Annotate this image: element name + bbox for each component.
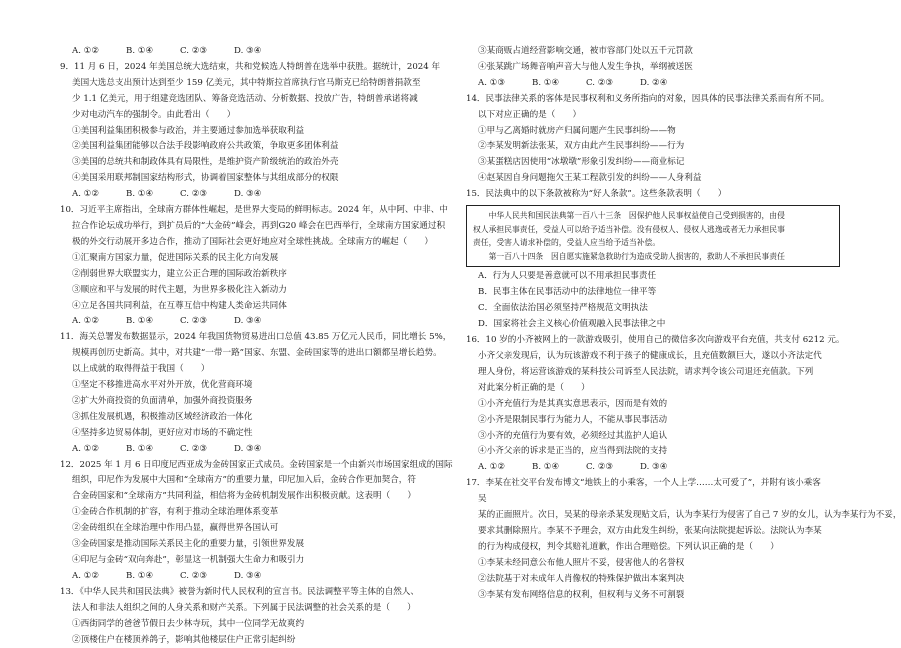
question-line: ③美国的总统共和制政体具有局限性，是维护资产阶级统治的政治外壳 xyxy=(72,157,339,168)
answer-option: C. ②③ xyxy=(586,462,614,473)
question-line: ④小齐父亲的诉求是正当的，应当得到法院的支持 xyxy=(478,446,668,457)
question-line: 小齐父亲发现后，认为玩该游戏不利于孩子的健康成长，且充值数额巨大，遂以小齐法定代 xyxy=(478,350,822,361)
question-line: ①西街同学的爸爸节假日去少林寺玩，其中一位同学无故爽约 xyxy=(72,618,305,629)
question-line: ①汇聚南方国家力量，促进国际关系的民主化方向发展 xyxy=(72,252,279,263)
question-line: ②扩大外商投资的负面清单，加强外商投资服务 xyxy=(72,395,253,406)
question-line: ③小齐的充值行为要有效，必须经过其监护人追认 xyxy=(478,430,668,441)
question-line: ①小齐充值行为是其真实意思表示，因而是有效的 xyxy=(478,398,668,409)
question-line: ②李某发明新法张某，双方由此产生民事纠纷——行为 xyxy=(478,141,685,152)
question-line: D．国家将社会主义核心价值观融入民事法律之中 xyxy=(478,319,666,330)
question-line: 合金砖国家和“全球南方”共同利益，相信将为金砖机制发展作出积极贡献。这表明（ ） xyxy=(72,491,416,502)
law-quote-line: 中华人民共和国民法典第一百八十三条 因保护他人民事权益使自己受到损害的，由侵 xyxy=(473,211,785,221)
question-line: ④坚持多边贸易体制，更好应对市场的不确定性 xyxy=(72,427,253,438)
answer-option: B. ①④ xyxy=(126,443,154,454)
question-line: 少对电动汽车的强制令。由此看出（ ） xyxy=(72,109,236,120)
question-stem: 11．海关总署发布数据显示，2024 年我国货物贸易进出口总值 43.85 万亿元人民币，同比增长 5%， xyxy=(60,332,452,343)
question-line: ④赵某因自身问题拖欠王某工程款引发的纠纷——人身利益 xyxy=(478,173,702,184)
question-line: 某的正面照片。次日，吴某的母亲杀某发现贴文后，认为李某行为侵害了自己 7 岁的女儿，认为李某行为不妥， xyxy=(478,510,901,521)
question-line: 的行为构成侵权，判令其赔礼道歉，作出合理赔偿。下列认识正确的是（ ） xyxy=(478,541,779,552)
answer-option: C. ②③ xyxy=(180,189,208,200)
answer-option: D. ③④ xyxy=(234,46,262,56)
answer-options xyxy=(60,569,432,585)
question-line: ③抓住发展机遇，积极推动区域经济政治一体化 xyxy=(72,411,253,422)
question-line: ②金砖组织在全球治理中作用凸显，赢得世界各国认可 xyxy=(72,523,279,534)
question-line: ②顶楼住户在楼顶养鸽子，影响其他楼层住户正常引起纠纷 xyxy=(72,634,296,645)
question-line: C．全面依法治国必须坚持严格规范文明执法 xyxy=(478,303,648,314)
question-line: ③李某有发布网络信息的权利，但权利与义务不可割裂 xyxy=(478,589,685,600)
question-line: ①甲与乙离婚时就房产归属问题产生民事纠纷——物 xyxy=(478,125,676,136)
question-line: ③某商贩占道经营影响交通，被市容部门处以五千元罚款 xyxy=(478,46,693,56)
left-column xyxy=(60,44,453,648)
answer-option: D. ③④ xyxy=(640,462,668,473)
question-stem: 10．习近平主席指出，全球南方群体性崛起，是世界大变局的鲜明标志。2024 年，从中阿、中非、中 xyxy=(60,205,448,216)
answer-option: D. ③④ xyxy=(234,189,262,200)
question-line: ①李某未经同意公布他人照片不妥，侵害他人的名誉权 xyxy=(478,557,685,568)
question-line: 规模再创历史新高。其中，对共建“一带一路”国家、东盟、金砖国家等的进出口额都呈增长趋势。 xyxy=(72,348,442,359)
question-line: 以下对应正确的是（ ） xyxy=(478,109,582,120)
answer-option: D. ③④ xyxy=(234,316,262,327)
answer-option: B. ①④ xyxy=(532,462,560,473)
question-line: 理人身份，将运营该游戏的某科技公司诉至人民法院，请求判令该公司退还充值款。下列 xyxy=(478,366,814,377)
question-line: ②削弱世界大联盟实力，建立公正合理的国际政治新秩序 xyxy=(72,268,287,279)
answer-option: A. ①② xyxy=(478,462,506,473)
question-line: ②小齐是限制民事行为能力人，不能从事民事活动 xyxy=(478,414,668,425)
answer-options xyxy=(466,76,844,92)
answer-option: D. ③④ xyxy=(234,570,262,581)
answer-option: B. ①④ xyxy=(126,570,154,581)
answer-option: D. ③④ xyxy=(234,443,262,454)
question-stem: 17．李某在社交平台发布博文“地铁上的小乘客，一个人上学……太可爱了”，并附有该小乘客 xyxy=(466,478,821,489)
law-quote-line: 责任，受害人请求补偿的，受益人应当给予适当补偿。 xyxy=(473,238,661,248)
question-line: ②法院基于对未成年人肖像权的特殊保护做出本案判决 xyxy=(478,573,685,584)
answer-option: A. ①③ xyxy=(478,77,506,88)
answer-options xyxy=(60,44,432,60)
question-line: 极的外交行动展开多边合作，推动了国际社会更好地应对全球性挑战。全球南方的崛起（ ） xyxy=(72,236,433,247)
question-line: ④印尼与金砖“双向奔赴”，彰显这一机制强大生命力和吸引力 xyxy=(72,555,305,565)
law-quote-line: 第一百八十四条 因自愿实施紧急救助行为造成受助人损害的，救助人不承担民事责任 xyxy=(473,251,785,261)
question-stem: 13．《中华人民共和国民法典》被誉为新时代人民权利的宣言书。民法调整平等主体的自然人、 xyxy=(60,586,419,597)
answer-option: B. ①④ xyxy=(126,316,154,327)
law-quote-box xyxy=(466,205,840,267)
right-column xyxy=(466,44,901,603)
question-line: 拉合作论坛成功举行，到扩员后的“大金砖”峰会，再到G20 峰会在巴西举行，全球南方国家通过积 xyxy=(72,220,446,231)
answer-option: A. ①② xyxy=(72,443,100,454)
answer-option: A. ①② xyxy=(72,46,100,56)
question-line: 法人和非法人组织之间的人身关系和财产关系。下列属于民法调整的社会关系的是（ ） xyxy=(72,602,416,613)
question-line: ①美国利益集团积极参与政治，并主要通过参加选举获取利益 xyxy=(72,125,305,136)
question-line: ④张某跳广场舞音响声音大与他人发生争执，举纲被送医 xyxy=(478,61,693,72)
question-line: ①金砖合作机制的扩容，有利于推动全球治理体系变革 xyxy=(72,507,279,518)
question-line: ②美国利益集团能够以合法手段影响政府公共政策，争取更多团体利益 xyxy=(72,141,339,152)
answer-options xyxy=(60,187,432,203)
question-line: 对此案分析正确的是（ ） xyxy=(478,382,590,393)
question-line: A．行为人只要是善意就可以不用承担民事责任 xyxy=(478,271,657,282)
question-line: ④美国采用联邦制国家结构形式，协调着国家整体与其组成部分的权限 xyxy=(72,173,339,184)
answer-option: C. ②③ xyxy=(180,46,208,56)
question-line: B．民事主体在民事活动中的法律地位一律平等 xyxy=(478,287,657,298)
question-line: ①坚定不移推进高水平对外开放，优化营商环境 xyxy=(72,380,253,391)
question-line: ④立足各国共同利益，在互尊互信中构建人类命运共同体 xyxy=(72,300,287,311)
answer-options xyxy=(466,460,844,476)
question-line: 吴 xyxy=(478,494,487,505)
answer-option: D. ②④ xyxy=(640,77,668,88)
question-line: 要求其删除照片。李某不予理会，双方由此发生纠纷，张某向法院提起诉讼。法院认为李某 xyxy=(478,525,822,536)
answer-option: A. ①② xyxy=(72,570,100,581)
answer-option: A. ①② xyxy=(72,189,100,200)
question-line: 美国大选总支出预计达到至少 159 亿美元，其中特斯拉首席执行官马斯克已给特朗普捐款至 xyxy=(72,77,421,88)
question-line: ③金砖国家是推动国际关系民主化的重要力量，引领世界发展 xyxy=(72,539,305,550)
question-stem: 14．民事法律关系的客体是民事权利和义务所指向的对象，因具体的民事法律关系而有所不同。 xyxy=(466,93,830,104)
answer-option: C. ②③ xyxy=(586,77,614,88)
answer-options xyxy=(60,442,432,458)
answer-option: C. ②③ xyxy=(180,316,208,327)
answer-option: A. ①② xyxy=(72,316,100,327)
answer-option: B. ①④ xyxy=(126,46,154,56)
answer-option: C. ②③ xyxy=(180,570,208,581)
question-stem: 16．10 岁的小齐被网上的一款游戏吸引，使用自己的微信多次向游戏平台充值，共支付 6212 元。 xyxy=(466,335,845,346)
question-stem: 15．民法典中的以下条款被称为“好人条款”。这些条款表明（ ） xyxy=(466,189,727,200)
answer-option: B. ①④ xyxy=(126,189,154,200)
answer-option: B. ①④ xyxy=(532,77,560,88)
question-line: 组织，印尼作为发展中大国和“全球南方”的重要力量，印尼加入后，金砖合作更加契合，符 xyxy=(72,475,416,486)
answer-option: C. ②③ xyxy=(180,443,208,454)
answer-options xyxy=(60,314,432,330)
question-stem: 12．2025 年 1 月 6 日印度尼西亚成为金砖国家正式成员。金砖国家是一个由新兴市场国家组成的国际 xyxy=(60,459,453,470)
question-line: 少 1.1 亿美元，用于组建竞选团队、筹备竞选活动、分析数据、投放广告，特朗普承诺将减 xyxy=(72,93,418,104)
question-stem: 9．11 月 6 日，2024 年美国总统大选结束，共和党候选人特朗普在选举中获胜。据统计，2024 年 xyxy=(60,61,441,72)
question-line: ③某蛋糕店因使用“冰墩墩”形象引发纠纷——商业标记 xyxy=(478,157,685,168)
law-quote-line: 权人承担民事责任，受益人可以给予适当补偿。没有侵权人、侵权人逃逸或者无力承担民事 xyxy=(473,224,785,234)
question-line: 以上成就的取得得益于我国（ ） xyxy=(72,364,210,375)
question-line: ③顺应和平与发展的时代主题，为世界多极化注入新动力 xyxy=(72,284,287,295)
